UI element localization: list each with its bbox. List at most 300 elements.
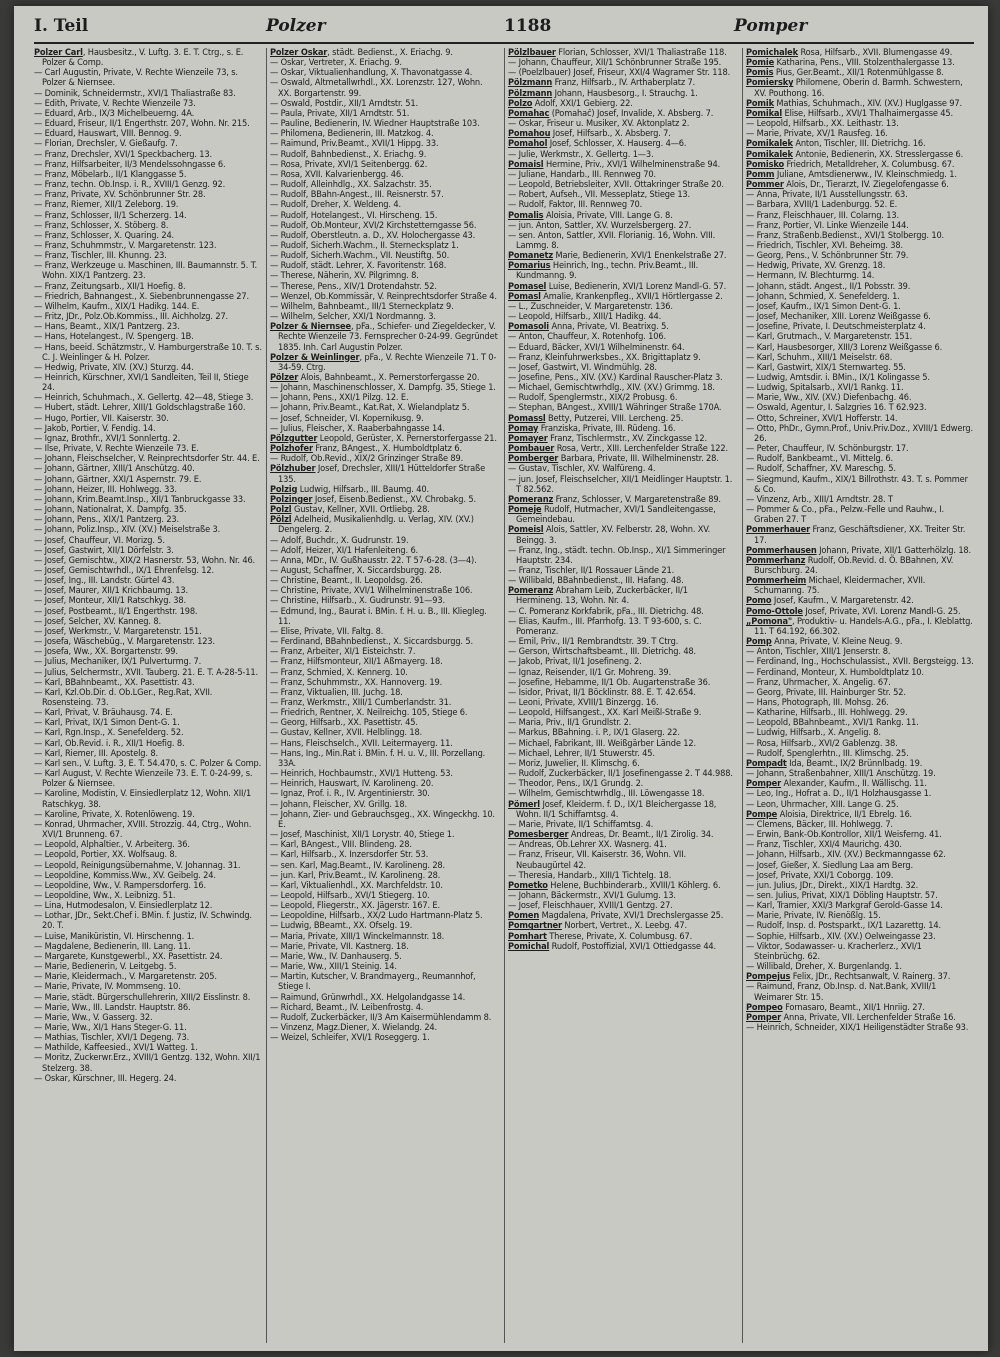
entry-text: — Hans, Photograph, III. Mohsg. 26. bbox=[746, 697, 889, 708]
entry-text: Rosa, Vertr., XIII. Lerchenfelder Straße 122. bbox=[554, 443, 728, 455]
entry-text: — Mathilde, Kaffeesied., XVI/1 Watteg. 1. bbox=[34, 1042, 198, 1054]
entry-text: — Rudolf, Sicherh.Wachm., VII. Neustiftg. 50. bbox=[270, 250, 450, 262]
entry-text: — Franz, Schlosser, X. Quaring. 24. bbox=[34, 229, 175, 241]
entry-text: — sen. Anton, Sattler, XVII. Florianig. 16, Wohn. VIII. Lammg. 8. bbox=[508, 229, 716, 251]
entry-text: — Oswald, Postdir., XII/1 Arndtstr. 51. bbox=[270, 97, 419, 109]
entry-text: — Sophie, Hilfsarb., XIV. (XV.) Oelweingasse 23. bbox=[746, 930, 936, 942]
entry-text: — Josef, Werkmstr., V. Margaretenstr. 151. bbox=[34, 625, 202, 637]
entry-text: — Otto, PhDr., Gymn.Prof., Univ.Priv.Doz., XVIII/1 Edwerg. 26. bbox=[746, 422, 973, 444]
entry-text: — Gustav, Kellner, XVII. Helblingg. 18. bbox=[270, 727, 423, 739]
directory-entry bbox=[746, 505, 974, 525]
directory-entry bbox=[34, 688, 262, 708]
entry-text: — Rudolf, Bankbeamt., VI. Mittelg. 6. bbox=[746, 453, 894, 465]
entry-text: — Marie, Bedienerin, V. Leitgebg. 5. bbox=[34, 961, 177, 973]
entry-text: — Eduard, Arb., IX/3 Michelbeuerng. 4A. bbox=[34, 107, 195, 119]
entry-text: — Marie, Private, XV/1 Rausfeg. 16. bbox=[746, 128, 888, 140]
entry-text: — Georg, Hilfsarb., XX. Pasettistr. 45. bbox=[270, 717, 418, 729]
entry-text: — Paula, Private, XII/1 Arndtstr. 51. bbox=[270, 107, 410, 119]
entry-text: Johann, Hausbesorg., I. Strauchg. 1. bbox=[552, 87, 698, 99]
entry-text: — Hans, Fleischselch., XVII. Leitermayerg. 11. bbox=[270, 737, 453, 749]
entry-text: — Ludwig, Spitalsarb., XVI/1 Rankg. 11. bbox=[746, 382, 904, 394]
entry-text: — Maria, Private, XIII/1 Winckelmannstr. 18. bbox=[270, 930, 445, 942]
entry-text: — Juliane, Handarb., III. Rennweg 70. bbox=[508, 168, 656, 180]
entry-text: — Franz, Schlosser, X. Stöberg. 8. bbox=[34, 219, 169, 231]
entry-name: Polzig bbox=[270, 483, 298, 495]
directory-entry bbox=[508, 546, 736, 566]
entry-text: — Florian, Drechsler, V. Gießaufg. 7. bbox=[34, 138, 178, 150]
entry-text: — Karl, Rgn.Insp., X. Senefelderg. 52. bbox=[34, 727, 184, 739]
entry-text: — Elise, Private, VII. Faltg. 8. bbox=[270, 625, 384, 637]
entry-text: — Josef, Gemischtw., XIX/2 Hasnerstr. 53, Wohn. Nr. 46. bbox=[34, 554, 256, 566]
entry-text: — Luise, Maniküristin, VI. Hirschenng. 1. bbox=[34, 930, 195, 942]
column-4 bbox=[746, 48, 974, 1343]
column-3 bbox=[508, 48, 736, 1343]
entry-text: — Weizel, Schleifer, XVI/1 Roseggerg. 1. bbox=[270, 1032, 430, 1044]
entry-name: Pomayer bbox=[508, 432, 548, 444]
entry-text: — Leopoldine, Ww., X. Leibnizg. 51. bbox=[34, 889, 176, 901]
entry-text: — Franz, Werkzeuge u. Maschinen, III. Baumannstr. 5. T. Wohn. XIX/1 Pantzerg. 23. bbox=[34, 260, 257, 282]
entry-text: — Franz, Werkmstr., XIII/1 Cumberlandstr. 31. bbox=[270, 697, 452, 708]
part-label: I. Teil bbox=[34, 16, 89, 36]
entry-name: Pomanetz bbox=[508, 250, 553, 262]
entry-text: — Friedrich, Bahnangest., X. Siebenbrunnengasse 27. bbox=[34, 290, 249, 302]
entry-text: — Franz, Portier, VI. Linke Wienzeile 144. bbox=[746, 219, 909, 231]
entry-text: — Franz, Schlosser, II/1 Scherzerg. 14. bbox=[34, 209, 187, 221]
entry-text: — Franz, Tischler, XXI/4 Maurichg. 430. bbox=[746, 839, 902, 851]
entry-text: — Julie, Werkmstr., X. Gellertg. 1—3. bbox=[508, 148, 654, 160]
entry-text: — Franz, Schuhmmstr., XX. Hannoverg. 19. bbox=[270, 676, 443, 688]
entry-text: — jun. Josef, Fleischselcher, XII/1 Meidlinger Hauptstr. 1. T 82.562. bbox=[508, 473, 733, 495]
directory-entry bbox=[508, 261, 736, 281]
directory-entry bbox=[746, 525, 974, 545]
entry-text: Josef, Private, XVI. Lorenz Mandl-G. 25. bbox=[802, 605, 961, 617]
entry-text: — Heinrich, Schneider, XIX/1 Heiligenstädter Straße 93. bbox=[746, 1022, 969, 1033]
entry-text: Adolf, XXI/1 Gebierg. 22. bbox=[532, 97, 633, 109]
entry-text: — Rudolf, BBahn-Angest., III. Reisnerstr. 57. bbox=[270, 189, 444, 201]
entry-text: — Leopold, Fliegerstr., XX. Jägerstr. 167. E. bbox=[270, 900, 440, 912]
entry-name: Polzer & Niernsee bbox=[270, 321, 351, 333]
entry-text: — Johann, städt. Angest., II/1 Pobsstr. 39. bbox=[746, 280, 911, 292]
entry-text: — Franz, Tischler, III. Khunng. 23. bbox=[34, 250, 167, 262]
entry-text: Aloisia, Direktrice, II/1 Ebrelg. 16. bbox=[777, 808, 913, 820]
entry-text: — Rudolf, Sicherh.Wachm., II. Sternecksplatz 1. bbox=[270, 239, 459, 251]
entry-text: — Hans, Beamt., XIX/1 Pantzerg. 23. bbox=[34, 321, 180, 333]
entry-text: Josef, Kleiderm. f. D., IX/1 Bleichergasse 18, Wohn. II/1 Schiffamtsg. 4. bbox=[516, 798, 717, 820]
entry-text: — Josef, Gastwirt, XII/1 Dörfelstr. 3. bbox=[34, 544, 174, 556]
entry-text: — Fritz, JDr., Polz.Ob.Kommiss., III. Aichholzg. 27. bbox=[34, 311, 229, 323]
entry-name: Pomen bbox=[508, 910, 540, 922]
entry-text: — Karl, Kzl.Ob.Dir. d. Ob.LGer., Reg.Rat, XVII. Rosensteing. 73. bbox=[34, 686, 213, 708]
entry-text: — Ignaz, Brothfr., XVI/1 Sonnlertg. 2. bbox=[34, 432, 181, 444]
entry-text: — Karl, Schuhm., XIII/1 Meiselstr. 68. bbox=[746, 351, 893, 363]
entry-text: — Leopold, Alphaltier., V. Arbeiterg. 36. bbox=[34, 839, 190, 851]
entry-name: Pömerl bbox=[508, 798, 540, 810]
entry-text: — Raimund, Grünwrhdl., XX. Helgolandgasse 14. bbox=[270, 991, 466, 1003]
entry-text: — Marie, Ww., IV. Danhauserg. 5. bbox=[270, 950, 402, 962]
entry-text: — Franz, Tischler, II/1 Rossauer Lände 21. bbox=[508, 564, 675, 576]
entry-name: Polzl bbox=[270, 504, 292, 516]
entry-name: Pomahac bbox=[508, 107, 550, 119]
entry-text: Franz, Schlosser, V. Margaretenstraße 89. bbox=[553, 493, 721, 505]
entry-name: Pölzer bbox=[270, 372, 299, 383]
entry-text: Ida, Beamt., IX/2 Brünnlbadg. 19. bbox=[786, 757, 923, 769]
entry-text: Adelheid, Musikalienhdlg. u. Verlag, XIV. (XV.) Dengelerg. 2. bbox=[278, 514, 474, 536]
entry-text: — Leopold, Hilfsarb., XIII/1 Hadikg. 44. bbox=[508, 311, 662, 323]
entry-text: (Pomahaĉ) Josef, Invalide, X. Absberg. 7. bbox=[549, 107, 714, 119]
entry-name: Pomper bbox=[746, 778, 782, 790]
entry-text: Amalie, Krankenpfleg., XVII/1 Hörtlergasse 2. bbox=[540, 290, 723, 302]
entry-text: — Franz, Fleischhauer, III. Colarng. 13. bbox=[746, 209, 899, 221]
entry-text: — Rudolf, städt. Lehrer, X. Favoritenstr. 168. bbox=[270, 260, 447, 272]
entry-text: — Rudolf, Ob.Monteur, XVI/2 Kirchstetterngasse 56. bbox=[270, 219, 477, 231]
entry-name: Pomahou bbox=[508, 128, 551, 140]
entry-text: — Hedwig, Private, XV. Grenzg. 18. bbox=[746, 260, 886, 272]
entry-text: — Barbara, XVIII/1 Ladenburgg. 52. E. bbox=[746, 199, 898, 211]
directory-entry bbox=[746, 617, 974, 637]
entry-text: , Produktiv- u. Handels-A.G., pFa., I. Kleblattg. 11. T 64.192, 66.302. bbox=[754, 615, 973, 637]
entry-text: Franz, Geschäftsdiener, XX. Treiter Str. 17. bbox=[754, 524, 966, 546]
entry-text: — Heinrich, Hochbaumstr., XVI/1 Hutteng. 53. bbox=[270, 768, 453, 780]
entry-text: — Theodor, Pens., IX/1 Grundg. 2. bbox=[508, 778, 644, 790]
entry-text: — Friedrich, Rentner, X. Neilreichg. 105, Stiege 6. bbox=[270, 707, 468, 719]
entry-text: — Hans, Ing., Min.Rat i. BMin. f. H. u. V., III. Porzellang. 33A. bbox=[270, 747, 486, 769]
entry-text: — Ludwig, BBeamt., XX. Ofselg. 19. bbox=[270, 920, 413, 932]
entry-text: — Philomena, Bedienerin, III. Matzkog. 4. bbox=[270, 128, 434, 140]
entry-name: Polzer & Weinlinger bbox=[270, 351, 360, 363]
entry-text: Rosa, Hilfsarb., XVII. Blumengasse 49. bbox=[797, 48, 953, 58]
entry-text: — Johann, Nationalrat, X. Dampfg. 35. bbox=[34, 504, 187, 516]
entry-name: Pomaisl bbox=[508, 158, 544, 170]
entry-name: Pomeranz bbox=[508, 493, 554, 505]
entry-name: Pompadt bbox=[746, 757, 787, 769]
directory-entry bbox=[746, 78, 974, 98]
entry-name: Pölzlbauer bbox=[508, 48, 556, 58]
entry-text: Helene, Buchbinderarb., XVIII/1 Köhlerg. 6. bbox=[547, 879, 721, 891]
directory-entry bbox=[34, 261, 262, 281]
entry-name: Pomasl bbox=[508, 290, 541, 302]
entry-text: — Lina, Hutmodesalon, V. Einsiedlerplatz 12. bbox=[34, 900, 213, 912]
entry-text: — Johann, Hilfsarb., XIV. (XV.) Beckmanngasse 62. bbox=[746, 849, 946, 861]
directory-entry bbox=[508, 475, 736, 495]
entry-text: — Moriz, Juwelier, II. Klimschg. 6. bbox=[508, 757, 640, 769]
entry-text: — Oskar, Kürschner, III. Hegerg. 24. bbox=[34, 1072, 177, 1084]
entry-text: — Karl, Grutmach., V. Margaretenstr. 151. bbox=[746, 331, 913, 343]
entry-text: — Franz, Kleinfuhrwerksbes., XX. Brigittaplatz 9. bbox=[508, 351, 701, 363]
entry-text: — Michael, Gemischtwrhdlg., XIV. (XV.) Grimmg. 18. bbox=[508, 382, 715, 394]
entry-text: — Wilhelm, Selcher, XXI/1 Nordmanng. 3. bbox=[270, 311, 436, 323]
entry-text: — Karl, Hilfsarb., X. Inzersdorfer Str. 53. bbox=[270, 849, 429, 861]
entry-text: Elise, Hilfsarb., XVI/1 Thalhaimergasse 45. bbox=[782, 107, 953, 119]
entry-text: — Johann, Zier- und Gebrauchsgeg., XX. Wingeckhg. 10. E. bbox=[270, 808, 495, 830]
column-divider bbox=[266, 48, 267, 1343]
entry-text: — Ferdinand, Monteur, X. Humboldtplatz 10. bbox=[746, 666, 924, 678]
entry-name: Pomper bbox=[746, 1011, 782, 1023]
entry-name: Pomiersky bbox=[746, 77, 794, 89]
entry-text: — Julius, Mechaniker, IX/1 Pulverturmg. 7. bbox=[34, 656, 202, 668]
entry-text: — Ludwig, Hilfsarb., X. Angelig. 8. bbox=[746, 727, 881, 739]
entry-text: — Johann, Schmied, X. Senefelderg. 1. bbox=[746, 290, 900, 302]
entry-text: — Josefa, Ww., XX. Borgartenstr. 99. bbox=[34, 646, 178, 658]
entry-name: Pomikal bbox=[746, 107, 783, 119]
entry-text: — Pauline, Bedienerin, IV. Wiedner Hauptstraße 103. bbox=[270, 118, 480, 130]
entry-text: — Josef, Monteur, XII/1 Ratschkyg. 38. bbox=[34, 595, 186, 607]
directory-entry bbox=[746, 982, 974, 1002]
entry-text: — Franz, Drechsler, XVI/1 Speckbacherg. 13. bbox=[34, 148, 212, 160]
entry-text: — Karl, Hausbesorger, XIII/3 Lorenz Weißgasse 6. bbox=[746, 341, 943, 353]
directory-entry bbox=[270, 1033, 498, 1043]
directory-entry bbox=[270, 322, 498, 352]
entry-name: Pölzmann bbox=[508, 87, 553, 99]
entry-text: — Carl Augustin, Private, V. Rechte Wienzeile 73, s. Polzer & Niernsee. bbox=[34, 67, 238, 89]
entry-text: — Rudolf, Hotelangest., VI. Hirscheng. 15. bbox=[270, 209, 438, 221]
entry-name: Pomarius bbox=[508, 260, 551, 272]
entry-text: — Rudolf, Dreher, X. Weldeng. 4. bbox=[270, 199, 401, 211]
entry-text: — Leopold, Hilfsangest., XX. Karl Meißl-Straße 9. bbox=[508, 707, 702, 719]
entry-text: Alois, Dr., Tierarzt, IV. Ziegelofengasse 6. bbox=[783, 179, 949, 191]
entry-text: — Oskar, Viktualienhandlung, X. Thavonatgasse 4. bbox=[270, 67, 473, 79]
entry-text: Abraham Leib, Zuckerbäcker, II/1 Hermineng. 13, Wohn. Nr. 4. bbox=[516, 585, 688, 607]
entry-text: Katharina, Pens., VIII. Stolzenthalergasse 13. bbox=[774, 57, 955, 69]
entry-text: — Johann, Pens., XIX/1 Pantzerg. 23. bbox=[34, 514, 180, 526]
entry-text: — Heinrich, Hauswart, IV. Karolineng. 20. bbox=[270, 778, 434, 790]
entry-text: Luise, Bedienerin, XVI/1 Lorenz Mandl-G. 57. bbox=[546, 280, 727, 292]
entry-name: Polzo bbox=[508, 97, 533, 109]
entry-text: — Ignaz, Prof. i. R., IV. Argentinierstr. 30. bbox=[270, 788, 430, 800]
entry-name: Pomahol bbox=[508, 138, 548, 150]
entry-text: — Rudolf, Oberstleutn. a. D., XV. Holochergasse 43. bbox=[270, 229, 476, 241]
entry-text: — Wenzel, Ob.Kommissär, V. Reinprechtsdorfer Straße 4. bbox=[270, 290, 497, 302]
entry-text: — August, Schaffner, X. Siccardsburgg. 28. bbox=[270, 564, 442, 576]
entry-name: Pommerheim bbox=[746, 575, 807, 587]
entry-text: — jun. Julius, JDr., Direkt., XIX/1 Hardtg. 32. bbox=[746, 879, 919, 891]
entry-text: — Oswald, Altmetallwrhdl., XX. Lorenzstr. 127, Wohn. XX. Borgartenstr. 99. bbox=[270, 77, 483, 99]
entry-text: — Josef, Ing., III. Landstr. Gürtel 43. bbox=[34, 575, 175, 587]
entry-text: — Josef, Selcher, XV. Kanneg. 8. bbox=[34, 615, 161, 627]
entry-text: Franz, Tischlermstr., XV. Zinckgasse 12. bbox=[547, 432, 707, 444]
entry-name: Pomassl bbox=[508, 412, 546, 424]
entry-text: — Leoni, Private, XVIII/1 Binzergg. 16. bbox=[508, 697, 659, 708]
entry-text: Pius, Ger.Beamt., XII/1 Rotenmühlgasse 8. bbox=[773, 67, 944, 79]
entry-text: — Vinzenz, Magz.Diener, X. Wielandg. 24. bbox=[270, 1022, 438, 1033]
entry-text: — Wilhelm, Kaufm., XIX/1 Hadikg. 144. E. bbox=[34, 300, 200, 312]
entry-text: — Franz, Zeitungsarb., XII/1 Hoefig. 8. bbox=[34, 280, 186, 292]
entry-text: — Konrad, Uhrmacher, XVIII. Strozzig. 44, Ctrg., Wohn. XVI/1 Brunneng. 67. bbox=[34, 818, 252, 841]
entry-name: Pomeisl bbox=[508, 524, 544, 536]
entry-text: , Hausbesitz., V. Luftg. 3. E. T. Ctrg., s. E. Polzer & Comp. bbox=[42, 48, 244, 69]
entry-text: — Ferdinand, Ing., Hochschulassist., XVII. Bergsteigg. 13. bbox=[746, 656, 974, 668]
directory-entry bbox=[270, 810, 498, 830]
directory-entry bbox=[34, 789, 262, 809]
entry-text: Michael, Kleidermacher, XVII. Schumanng. 75. bbox=[754, 575, 926, 597]
entry-name: Pomikalek bbox=[746, 148, 793, 160]
entry-text: — Theresia, Handarb., XIII/1 Tichtelg. 18. bbox=[508, 869, 672, 881]
entry-text: — Franz, Friseur, VII. Kaiserstr. 36, Wohn. VII. Neubaugürtel 42. bbox=[508, 849, 686, 871]
entry-text: — Franz, Uhrmacher, X. Angelig. 67. bbox=[746, 676, 891, 688]
directory-entry bbox=[508, 586, 736, 606]
entry-name: Pomasoli bbox=[508, 321, 549, 333]
entry-text: Felix, JDr., Rechtsanwalt, V. Rainerg. 37. bbox=[790, 971, 951, 983]
entry-text: Alois, Bahnbeamt., X. Pernerstorfergasse 20. bbox=[298, 372, 480, 383]
entry-name: Pomalis bbox=[508, 209, 544, 221]
entry-text: — Josef, Kaufm., IX/1 Simon Dent-G. 1. bbox=[746, 300, 901, 312]
entry-name: Polzer Carl bbox=[34, 48, 83, 58]
entry-text: — Leopold, Hilfsarb., XVI/1 Stiegerg. 10. bbox=[270, 889, 430, 901]
entry-text: — Johann, Heizer, III. Hohlwegg. 33. bbox=[34, 483, 177, 495]
entry-text: — Christine, Beamt., II. Leopoldsg. 26. bbox=[270, 575, 423, 587]
last-name-heading: Pomper bbox=[734, 16, 808, 36]
entry-text: — C. Pomeranz Korkfabrik, pFa., III. Dietrichg. 48. bbox=[508, 605, 704, 617]
entry-text: — Josefine, Pens., XIV. (XV.) Kardinal Rauscher-Platz 3. bbox=[508, 372, 723, 383]
entry-name: Pomis bbox=[746, 67, 774, 79]
entry-text: — Johann, Gärtner, XXI/1 Aspernstr. 79. E. bbox=[34, 473, 202, 485]
entry-text: — Josef, Gießer, X. Siedlung Laa am Berg. bbox=[746, 859, 913, 871]
entry-text: — Josef, Postbeamt., II/1 Engerthstr. 198. bbox=[34, 605, 198, 617]
entry-text: — Erwin, Bank-Ob.Kontrollor, XII/1 Weisferng. 41. bbox=[746, 829, 942, 841]
entry-text: — Rosa, Private, XVI/1 Seitenbergg. 62. bbox=[270, 158, 428, 170]
directory-entry bbox=[508, 525, 736, 545]
entry-text: — Lothar, JDr., Sekt.Chef i. BMin. f. Justiz, IV. Schwindg. 20. T. bbox=[34, 910, 252, 932]
first-name-heading: Polzer bbox=[266, 16, 326, 36]
entry-text: — Anton, Tischler, XIII/1 Jenserstr. 8. bbox=[746, 646, 891, 658]
directory-entry bbox=[34, 343, 262, 363]
entry-text: — Eduard, Bäcker, XVI/1 Wilhelminenstr. 64. bbox=[508, 341, 685, 353]
entry-text: Norbert, Vertret., X. Leebg. 47. bbox=[561, 920, 687, 932]
entry-text: — Josef, Mechaniker, XIII. Lorenz Weißgasse 6. bbox=[746, 311, 931, 323]
entry-text: — Pommer & Co., pFa., Pelzw.-Felle und Rauhw., I. Graben 27. T bbox=[746, 504, 945, 526]
entry-name: Pombauer bbox=[508, 443, 555, 455]
entry-text: Antonie, Bedienerin, XX. Stresslergasse 6. bbox=[792, 148, 964, 160]
entry-text: — Marie, Ww., XIV. (XV.) Diefenbachg. 46. bbox=[746, 392, 912, 404]
column-1 bbox=[34, 48, 262, 1343]
directory-entry bbox=[270, 972, 498, 992]
entry-text: — Marie, Ww., III. Landstr. Hauptstr. 86. bbox=[34, 1001, 191, 1013]
entry-text: Franz, Hilfsarb., IV. Arthaberplatz 7. bbox=[552, 77, 696, 89]
entry-text: — Andreas, Ob.Lehrer XX. Wasnerg. 41. bbox=[508, 839, 667, 851]
entry-text: — Rudolf, Zuckerbäcker, II/3 Am Kaisermühlendamm 8. bbox=[270, 1011, 492, 1023]
entry-text: — Adolf, Buchdr., X. Gudrunstr. 19. bbox=[270, 534, 409, 546]
directory-entry bbox=[508, 617, 736, 637]
entry-text: — Oskar, Vertreter, X. Eriachg. 9. bbox=[270, 57, 402, 69]
entry-text: — Rudolf, Zuckerbäcker, II/1 Josefinengasse 2. T 44.988. bbox=[508, 768, 733, 780]
entry-text: — Ignaz, Reisender, II/1 Gr. Mohreng. 39. bbox=[508, 666, 671, 678]
entry-text: — Leon, Uhrmacher, XIII. Lange G. 25. bbox=[746, 798, 899, 810]
entry-text: — Martin, Kutscher, V. Brandmayerg., Reumannhof, Stiege I. bbox=[270, 971, 476, 993]
entry-text: — Isidor, Privat, II/1 Böcklinstr. 88. E. T. 42.654. bbox=[508, 686, 696, 698]
entry-text: , pFa., Schiefer- und Ziegeldecker, V. Rechte Wienzeile 73. Fernsprecher 0-24-99. Gegründet 1835. Inh. Carl Augustin Polzer. bbox=[278, 321, 498, 353]
entry-text: — Karl, Viktualienhdl., XX. Marchfeldstr. 10. bbox=[270, 879, 443, 891]
entry-text: , pFa., V. Rechte Wienzeile 71. T 0-34-59. Ctrg. bbox=[278, 351, 497, 373]
entry-name: Pompe bbox=[746, 808, 778, 820]
directory-entry bbox=[746, 475, 974, 495]
entry-name: Pomik bbox=[746, 97, 774, 109]
entry-name: Pomp bbox=[746, 636, 772, 648]
entry-text: — Eduard, Friseur, II/1 Engerthstr. 207, Wohn. Nr. 215. bbox=[34, 118, 250, 130]
entry-text: — Marie, Private, VII. Kastnerg. 18. bbox=[270, 940, 409, 952]
entry-text: Josef, Kaufm., V. Margaretenstr. 42. bbox=[771, 595, 914, 607]
entry-text: — Magdalene, Bedienerin, III. Lang. 11. bbox=[34, 940, 191, 952]
entry-text: Anna, Private, V. Kleine Neug. 9. bbox=[771, 636, 903, 648]
entry-text: — Leo, Ing., Hofrat a. D., II/1 Holzhausgasse 1. bbox=[746, 788, 932, 800]
entry-text: Franziska, Private, III. Rüdeng. 16. bbox=[538, 422, 676, 434]
entry-text: — Georg, Pens., V. Schönbrunner Str. 79. bbox=[746, 250, 909, 262]
entry-name: Pölzgutter bbox=[270, 432, 318, 444]
directory-entry bbox=[270, 749, 498, 769]
entry-text: — Josef, Gastwirt, VI. Windmühlg. 28. bbox=[508, 361, 657, 373]
entry-text: — Leopold, Hilfsarb., XX. Leithastr. 13. bbox=[746, 118, 899, 130]
entry-text: — Hugo, Portier, VII. Kaiserstr. 30. bbox=[34, 412, 169, 424]
entry-text: — Franz, techn. Ob.Insp. i. R., XVIII/1 Genzg. 92. bbox=[34, 179, 226, 191]
entry-text: — Josef, Maurer, XII/1 Krichbaumg. 13. bbox=[34, 585, 188, 597]
directory-entry bbox=[34, 373, 262, 393]
entry-text: — Julius, Selchermstr., XVII. Tauberg. 21. E. T. A-28-5-11. bbox=[34, 666, 258, 678]
entry-name: Pompeo bbox=[746, 1001, 783, 1013]
entry-text: Magdalena, Private, XVI/1 Drechslergasse 25. bbox=[539, 910, 724, 922]
entry-text: — Franz, Hilfsmonteur, XII/1 Aßmayerg. 18. bbox=[270, 656, 443, 668]
entry-text: — Marie, Private, IV. Rienößlg. 15. bbox=[746, 910, 881, 922]
entry-name: Pommerhauer bbox=[746, 524, 811, 536]
entry-text: — Wilhelm, Bahnbeamt., III/1 Sterneckplatz 9. bbox=[270, 300, 454, 312]
directory-entry bbox=[34, 820, 262, 840]
entry-text: — Marie, Ww., XI/1 Hans Steger-G. 11. bbox=[34, 1022, 187, 1033]
entry-text: — Marie, Ww., XIII/1 Steinig. 14. bbox=[270, 961, 397, 973]
entry-text: — Franz, Hilfsarbeiter, II/3 Mendelssohngasse 6. bbox=[34, 158, 226, 170]
entry-text: — (Poelzlbauer) Josef, Friseur, XXI/4 Wagramer Str. 118. bbox=[508, 67, 731, 79]
entry-text: — Markus, BBahning. i. P., IX/1 Glaserg. 22. bbox=[508, 727, 680, 739]
entry-text: Barbara, Private, III. Wilhelminenstr. 28. bbox=[558, 453, 719, 465]
entry-name: Pomie bbox=[746, 57, 775, 69]
entry-text: Josef, Hilfsarb., X. Absberg. 7. bbox=[550, 128, 671, 140]
entry-text: — Leopold, Betriebsleiter, XVII. Ottakringer Straße 20. bbox=[508, 179, 724, 191]
directory-entry bbox=[270, 607, 498, 627]
directory-entry bbox=[508, 800, 736, 820]
entry-text: Betty, Putzerei, VIII. Lercheng. 25. bbox=[545, 412, 684, 424]
entry-text: Rudolf, Postoffizial, XVI/1 Ottiedgasse 44. bbox=[549, 940, 717, 952]
entry-text: — Therese, Pens., XIV/1 Drotendahstr. 52. bbox=[270, 280, 437, 292]
entry-text: — Marie, Kleidermach., V. Margaretenstr. 205. bbox=[34, 971, 217, 983]
entry-text: — Franz, Private, XV. Schönbrunner Str. 28. bbox=[34, 189, 206, 201]
entry-name: Polzinger bbox=[270, 493, 313, 505]
entry-text: — Julius, Fleischer, X. Raaberbahngasse 14. bbox=[270, 422, 445, 434]
directory-entry bbox=[34, 769, 262, 789]
entry-text: — Marie, städt. Bürgerschullehrerin, XIII/2 Eisslinstr. 8. bbox=[34, 991, 251, 1003]
entry-text: — Karl, BAngest., VIII. Blindeng. 28. bbox=[270, 839, 412, 851]
entry-text: — Johann, Bäckermstr., XVI/1 Gulumg. 13. bbox=[508, 889, 676, 901]
entry-text: — Anna, MDr., IV. Gußhausstr. 22. T 57-6-28. (3—4). bbox=[270, 554, 477, 566]
entry-text: — Gerson, Wirtschaftsbeamt., III. Dietrichg. 48. bbox=[508, 646, 697, 658]
entry-name: Pomberger bbox=[508, 453, 559, 465]
entry-text: — Vinzenz, Arb., XIII/1 Arndtstr. 28. T bbox=[746, 493, 893, 505]
entry-name: Pomikalek bbox=[746, 138, 793, 150]
entry-text: — Gustav, Tischler, XV. Walfüreng. 4. bbox=[508, 463, 656, 475]
entry-name: Pometko bbox=[508, 879, 548, 891]
directory-entry bbox=[508, 231, 736, 251]
entry-text: — Karl, Privat, V. Bräuhausg. 74. E. bbox=[34, 707, 173, 719]
entry-text: Alois, Sattler, XV. Felberstr. 28, Wohn. XV. Beingg. 3. bbox=[516, 524, 711, 546]
entry-text: — Anton, Chauffeur, X. Rotenhofg. 106. bbox=[508, 331, 666, 343]
entry-text: Friedrich, Metalldreher, X. Columbusg. 67. bbox=[783, 158, 955, 170]
entry-text: — Leopold, BBahnbeamt., XVI/1 Rankg. 11. bbox=[746, 717, 919, 729]
entry-text: — Moritz, Zuckerwr.Erz., XVIII/1 Gentzg. 132, Wohn. XII/1 Stelzerg. 38. bbox=[34, 1052, 261, 1074]
entry-text: — Siegmund, Kaufm., XIX/1 Billrothstr. 43. T. s. Pommer & Co. bbox=[746, 473, 968, 495]
entry-text: — Oswald, Agentur, I. Salzgries 16. T 62.923. bbox=[746, 402, 927, 414]
entry-text: — Margarete, Kunstgewerbl., XX. Pasettistr. 24. bbox=[34, 950, 223, 962]
entry-text: Ludwig, Hilfsarb., III. Baumg. 40. bbox=[297, 483, 429, 495]
entry-text: Franz, BAngest., X. Humboldtplatz 6. bbox=[312, 443, 462, 455]
entry-text: — Peter, Chauffeur, IV. Schönburgstr. 17. bbox=[746, 443, 909, 455]
directory-page bbox=[14, 6, 988, 1351]
entry-text: Mathias, Schuhmach., XIV. (XV.) Huglgasse 97. bbox=[773, 97, 962, 109]
entry-name: „Pomona" bbox=[746, 615, 793, 627]
